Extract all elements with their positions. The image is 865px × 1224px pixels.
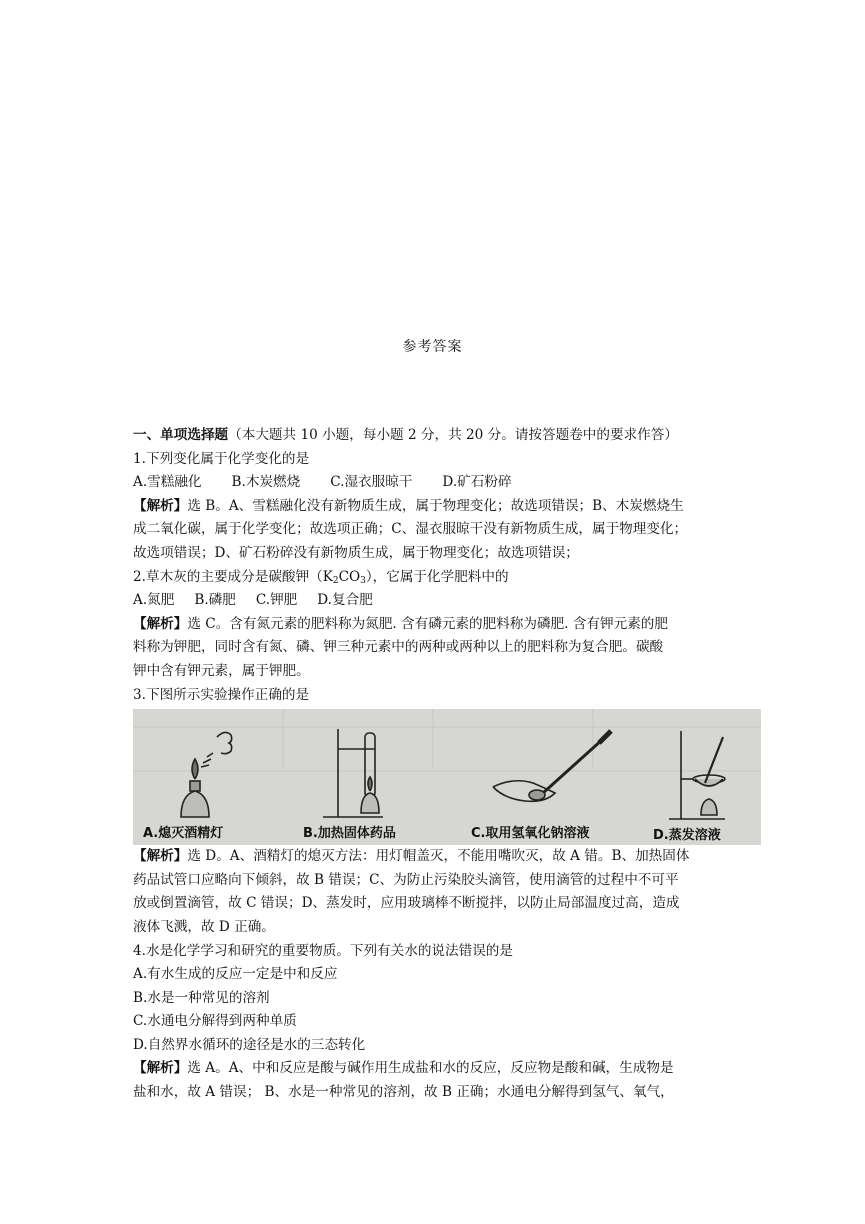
q4-analysis-tag: 【解析】: [133, 1060, 188, 1077]
page-title: 参考答案: [402, 339, 463, 355]
q4-option-c: C.水通电分解得到两种单质: [133, 1013, 297, 1030]
q3-analysis-tag: 【解析】: [133, 848, 188, 865]
q1-analysis-line-2: 成二氧化碳，属于化学变化；故选项正确；C、湿衣服晾干没有新物质生成，属于物理变化；: [133, 521, 688, 538]
figure-caption-b: B.加热固体药品: [303, 826, 396, 842]
q4-option-a: A.有水生成的反应一定是中和反应: [133, 966, 338, 983]
q3-stem: 3.下图所示实验操作正确的是: [133, 686, 310, 703]
figure-caption-d: D.蒸发溶液: [653, 828, 721, 844]
q4-stem: 4.水是化学学习和研究的重要物质。下列有关水的说法错误的是: [133, 942, 513, 959]
q4-option-d: D.自然界水循环的途径是水的三态转化: [133, 1036, 366, 1053]
q2-analysis-line-3: 钾中含有钾元素，属于钾肥。: [133, 662, 310, 679]
q2-stem-pre: 2.草木灰的主要成分是碳酸钾（K: [133, 568, 333, 585]
q1-option-a: A.雪糕融化: [133, 474, 202, 491]
q2-stem-post: ），它属于化学肥料中的: [365, 568, 509, 585]
lab-operations-figure: [133, 709, 761, 845]
section-heading-note: （本大题共 10 小题，每小题 2 分，共 20 分。请按答题卷中的要求作答）: [228, 427, 678, 443]
q2-stem-sub-1: 2: [332, 575, 339, 586]
q1-options: [133, 471, 761, 495]
q2-options: [133, 589, 761, 613]
q1-option-d: D.矿石粉碎: [442, 474, 512, 491]
q2-stem-mid: CO: [338, 568, 361, 585]
q2-stem-sub-2: 3: [360, 575, 366, 586]
q4-analysis-text-1: 选 A。A、中和反应是酸与碱作用生成盐和水的反应，反应物是酸和碱，生成物是: [187, 1060, 674, 1077]
q2-analysis-line-1: [133, 613, 761, 637]
q4-analysis-line-1: [133, 1057, 761, 1081]
q2-analysis-line-2: 料称为钾肥，同时含有氮、磷、钾三种元素中的两种或两种以上的肥料称为复合肥。碳酸: [133, 639, 664, 656]
q2-option-b: B.磷肥: [194, 592, 236, 609]
q4-analysis-line-2: 盐和水，故 A 错误； B、水是一种常见的溶剂，故 B 正确；水通电分解得到氢气、氧气，: [133, 1084, 674, 1101]
q2-stem: [133, 566, 761, 590]
figure-caption-a: A.熄灭酒精灯: [143, 826, 224, 842]
q1-stem: 1.下列变化属于化学变化的是: [133, 450, 310, 467]
q3-analysis-line-1: [133, 845, 761, 869]
q2-option-c: C.钾肥: [255, 592, 298, 609]
q2-option-d: D.复合肥: [317, 592, 373, 609]
q3-analysis-line-4: 液体飞溅，故 D 正确。: [133, 918, 275, 935]
figure-caption-c: C.取用氢氧化钠溶液: [471, 826, 590, 842]
q3-analysis-line-2: 药品试管口应略向下倾斜，故 B 错误；C、为防止污染胶头滴管，使用滴管的过程中不可平: [133, 871, 679, 888]
q1-analysis-line-3: 故选项错误；D、矿石粉碎没有新物质生成，属于物理变化；故选项错误；: [133, 544, 579, 561]
q1-option-b: B.木炭燃烧: [231, 474, 301, 491]
q1-option-c: C.湿衣服晾干: [330, 474, 413, 491]
q3-analysis-text-1: 选 D。A、酒精灯的熄灭方法：用灯帽盖灭，不能用嘴吹灭，故 A 错。B、加热固体: [187, 848, 690, 865]
q1-analysis-tag: 【解析】: [133, 497, 188, 514]
section-heading-title: 一、单项选择题: [133, 427, 229, 443]
q1-analysis-text-1: 选 B。A、雪糕融化没有新物质生成，属于物理变化；故选项错误；B、木炭燃烧生: [187, 497, 684, 514]
q2-analysis-text-1: 选 C。含有氮元素的肥料称为氮肥. 含有磷元素的肥料称为磷肥. 含有钾元素的肥: [187, 615, 668, 632]
section-heading: [133, 424, 761, 448]
q2-analysis-tag: 【解析】: [133, 615, 188, 632]
q1-analysis-line-1: [133, 495, 761, 519]
q4-option-b: B.水是一种常见的溶剂: [133, 989, 270, 1006]
q3-analysis-line-3: 放或倒置滴管，故 C 错误；D、蒸发时，应用玻璃棒不断搅拌，以防止局部温度过高，造成: [133, 895, 680, 912]
answer-content: [133, 424, 761, 1105]
q2-option-a: A.氮肥: [133, 592, 175, 609]
q3-figure: [133, 709, 761, 845]
